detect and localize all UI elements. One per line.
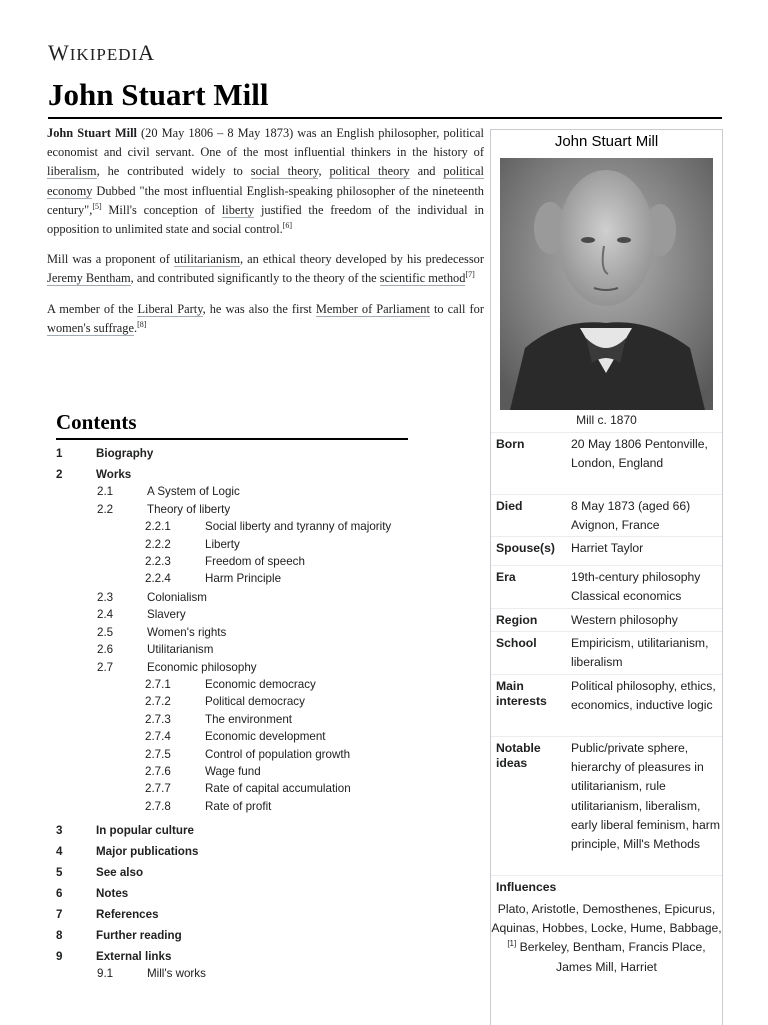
toc-label: Further reading	[96, 928, 182, 942]
toc-number: 9	[56, 949, 63, 963]
infobox-divider	[491, 875, 722, 877]
infobox-label: School	[496, 636, 537, 650]
toc-number: 2.7.2	[145, 695, 171, 709]
toc-number: 2.2.1	[145, 520, 171, 534]
toc-number: 2.7.6	[145, 764, 171, 778]
toc-label: Economic development	[205, 730, 326, 744]
toc-label: Rate of capital accumulation	[205, 782, 351, 796]
toc-label: Notes	[96, 886, 129, 900]
toc-label: In popular culture	[96, 823, 194, 837]
toc-label: Major publications	[96, 844, 199, 858]
citation-link[interactable]: [5]	[92, 201, 102, 211]
toc-label: Slavery	[147, 608, 186, 622]
body-text: and	[409, 164, 444, 179]
body-text: to call for	[429, 301, 484, 316]
citation-link[interactable]: [8]	[137, 319, 147, 329]
toc-label: Biography	[96, 447, 154, 460]
body-text: Mill was a proponent of	[47, 252, 174, 267]
body-text: Dubbed "the most influential English-speaking philosopher of the nineteenth century",	[47, 183, 484, 217]
wiki-link[interactable]: Liberal Party	[137, 301, 203, 316]
infobox-value[interactable]: 8 May 1873 (aged 66) Avignon, France	[571, 499, 691, 533]
title-divider	[48, 117, 722, 119]
infobox-row-region	[491, 608, 722, 632]
page-title: John Stuart Mill	[48, 77, 269, 112]
body-text: , he was also the first	[202, 301, 316, 316]
portrait-image	[500, 158, 713, 410]
toc-number: 5	[56, 865, 63, 879]
infobox-label: Died	[496, 499, 523, 513]
toc-number: 2.1	[97, 485, 114, 499]
intro-paragraph-3	[47, 300, 484, 338]
toc-label: Liberty	[205, 537, 240, 551]
toc-number: 2.5	[97, 625, 114, 639]
influences-list	[491, 900, 722, 977]
infobox-value[interactable]: Harriet Taylor	[571, 541, 644, 555]
infobox-value[interactable]: Public/private sphere, hierarchy of pleasures in utilitarianism, rule utilitarianism, liberalism, early liberal feminism, harm principle, Mill's Methods	[571, 741, 720, 852]
toc-label: Political democracy	[205, 695, 305, 709]
toc-number: 2.2	[97, 502, 114, 516]
body-text: , he contributed widely to	[96, 164, 251, 179]
toc-label: Wage fund	[205, 764, 261, 778]
influences-text[interactable]: Berkeley, Bentham, Francis Place, James Mill, Harriet	[516, 940, 706, 974]
toc-label: See also	[96, 865, 144, 879]
wiki-link[interactable]: political theory	[329, 164, 410, 179]
toc-number: 2.2.2	[145, 537, 171, 551]
infobox-label: Notable ideas	[496, 741, 541, 770]
toc-number: 6	[56, 886, 63, 900]
infobox-row-notable-ideas	[491, 736, 722, 875]
toc-divider	[56, 438, 408, 440]
toc-label: A System of Logic	[147, 485, 240, 499]
toc-label: Theory of liberty	[147, 502, 231, 516]
toc-label: External links	[96, 949, 172, 963]
toc-number: 7	[56, 907, 63, 921]
wiki-link[interactable]: liberty	[221, 202, 255, 217]
body-text: ,	[318, 164, 330, 179]
body-text: , an ethical theory developed by his predecessor	[239, 252, 484, 267]
wiki-link[interactable]: Jeremy Bentham	[47, 271, 131, 286]
body-text: justified the freedom of the individual in opposition to unlimited state and social control.	[47, 202, 484, 237]
toc-label: Rate of profit	[205, 799, 272, 813]
infobox-value[interactable]: Western philosophy	[571, 613, 678, 627]
toc-label: The environment	[205, 712, 292, 726]
toc-number: 2.7.4	[145, 730, 171, 744]
body-text: Mill's conception of	[101, 202, 222, 217]
toc-number: 2.2.4	[145, 572, 171, 586]
toc-label: References	[96, 907, 159, 921]
infobox-row-spouse	[491, 536, 722, 566]
toc-number: 3	[56, 823, 63, 837]
toc-number: 2.7.1	[145, 677, 171, 691]
wiki-link[interactable]: Member of Parliament	[315, 301, 430, 316]
logo-text: A	[138, 40, 156, 65]
toc-label: Colonialism	[147, 590, 207, 604]
toc-label: Mill's works	[147, 967, 206, 981]
body-text: (20 May 1806 – 8 May 1873) was an English philosopher, political economist and civil servant. One of the most influential thinkers in the history of	[47, 126, 484, 160]
infobox-label: Main interests	[496, 679, 547, 708]
wikipedia-logo[interactable]	[48, 40, 155, 66]
table-of-contents	[56, 410, 416, 981]
wiki-link[interactable]: social theory	[250, 164, 319, 179]
body-text: , and contributed significantly to the theory of the	[130, 271, 380, 286]
infobox-row-school	[491, 631, 722, 675]
influences-heading[interactable]: Influences	[496, 880, 557, 894]
citation-link[interactable]: [7]	[465, 270, 475, 280]
toc-title: Contents	[56, 410, 137, 434]
wiki-link[interactable]: scientific method	[379, 271, 466, 286]
infobox-value[interactable]: Political philosophy, ethics, economics, inductive logic	[571, 679, 716, 713]
toc-number: 4	[56, 844, 63, 858]
toc-label: Works	[96, 468, 132, 481]
body-text: A member of the	[47, 301, 138, 316]
wiki-link[interactable]: women's suffrage	[47, 320, 134, 335]
toc-number: 2.7.3	[145, 712, 171, 726]
toc-label: Harm Principle	[205, 572, 282, 586]
toc-label: Freedom of speech	[205, 555, 305, 568]
toc-number: 2.4	[97, 608, 114, 622]
toc-number: 2.7.7	[145, 782, 171, 796]
subject-name: John Stuart Mill	[47, 126, 137, 140]
body-text: .	[134, 320, 138, 335]
toc-label: Women's rights	[147, 625, 227, 639]
logo-text: IKIPEDI	[69, 45, 139, 64]
infobox-value[interactable]: 20 May 1806 Pentonville, London, England	[571, 437, 708, 471]
infobox-label: Region	[496, 613, 538, 627]
wiki-link[interactable]: political economy	[47, 164, 484, 198]
article-intro	[47, 124, 484, 349]
logo-text: W	[48, 40, 70, 65]
toc-number: 2.3	[97, 590, 114, 604]
infobox-value[interactable]: 19th-century philosophy Classical economics	[571, 570, 701, 604]
citation-link[interactable]: [1]	[507, 939, 517, 949]
toc-number: 2.6	[97, 643, 114, 657]
infobox-title: John Stuart Mill	[554, 133, 659, 150]
toc-label: Control of population growth	[205, 747, 351, 761]
wiki-link[interactable]: utilitarianism	[173, 252, 240, 267]
infobox	[490, 129, 723, 1025]
infobox-row-era	[491, 565, 722, 609]
toc-label: Economic democracy	[205, 677, 316, 691]
toc-number: 2.2.3	[145, 555, 171, 568]
toc-number: 2.7.8	[145, 799, 171, 813]
toc-number: 2.7	[97, 660, 114, 674]
toc-number: 2	[56, 468, 63, 481]
infobox-row-died	[491, 494, 722, 537]
toc-label: Utilitarianism	[147, 643, 214, 657]
photo-caption: Mill c. 1870	[576, 413, 637, 427]
toc-number: 8	[56, 928, 63, 942]
wiki-link[interactable]: liberalism	[47, 164, 97, 179]
infobox-label: Spouse(s)	[496, 541, 555, 555]
toc-number: 1	[56, 447, 63, 460]
intro-paragraph-1	[47, 124, 484, 239]
infobox-row-main-interests	[491, 674, 722, 737]
toc-number: 2.7.5	[145, 747, 171, 761]
infobox-row-born	[491, 432, 722, 495]
toc-number: 9.1	[97, 967, 114, 981]
toc-label: Social liberty and tyranny of majority	[205, 520, 392, 534]
citation-link[interactable]: [6]	[282, 220, 293, 230]
infobox-label: Born	[496, 437, 525, 451]
infobox-label: Era	[496, 570, 516, 584]
toc-label: Economic philosophy	[147, 660, 257, 674]
portrait-photo[interactable]	[500, 158, 713, 410]
influences-text[interactable]: Plato, Aristotle, Demosthenes, Epicurus, Aquinas, Hobbes, Locke, Hume, Babbage,	[491, 902, 722, 936]
intro-paragraph-2	[47, 250, 484, 288]
infobox-value[interactable]: Empiricism, utilitarianism, liberalism	[571, 636, 709, 670]
